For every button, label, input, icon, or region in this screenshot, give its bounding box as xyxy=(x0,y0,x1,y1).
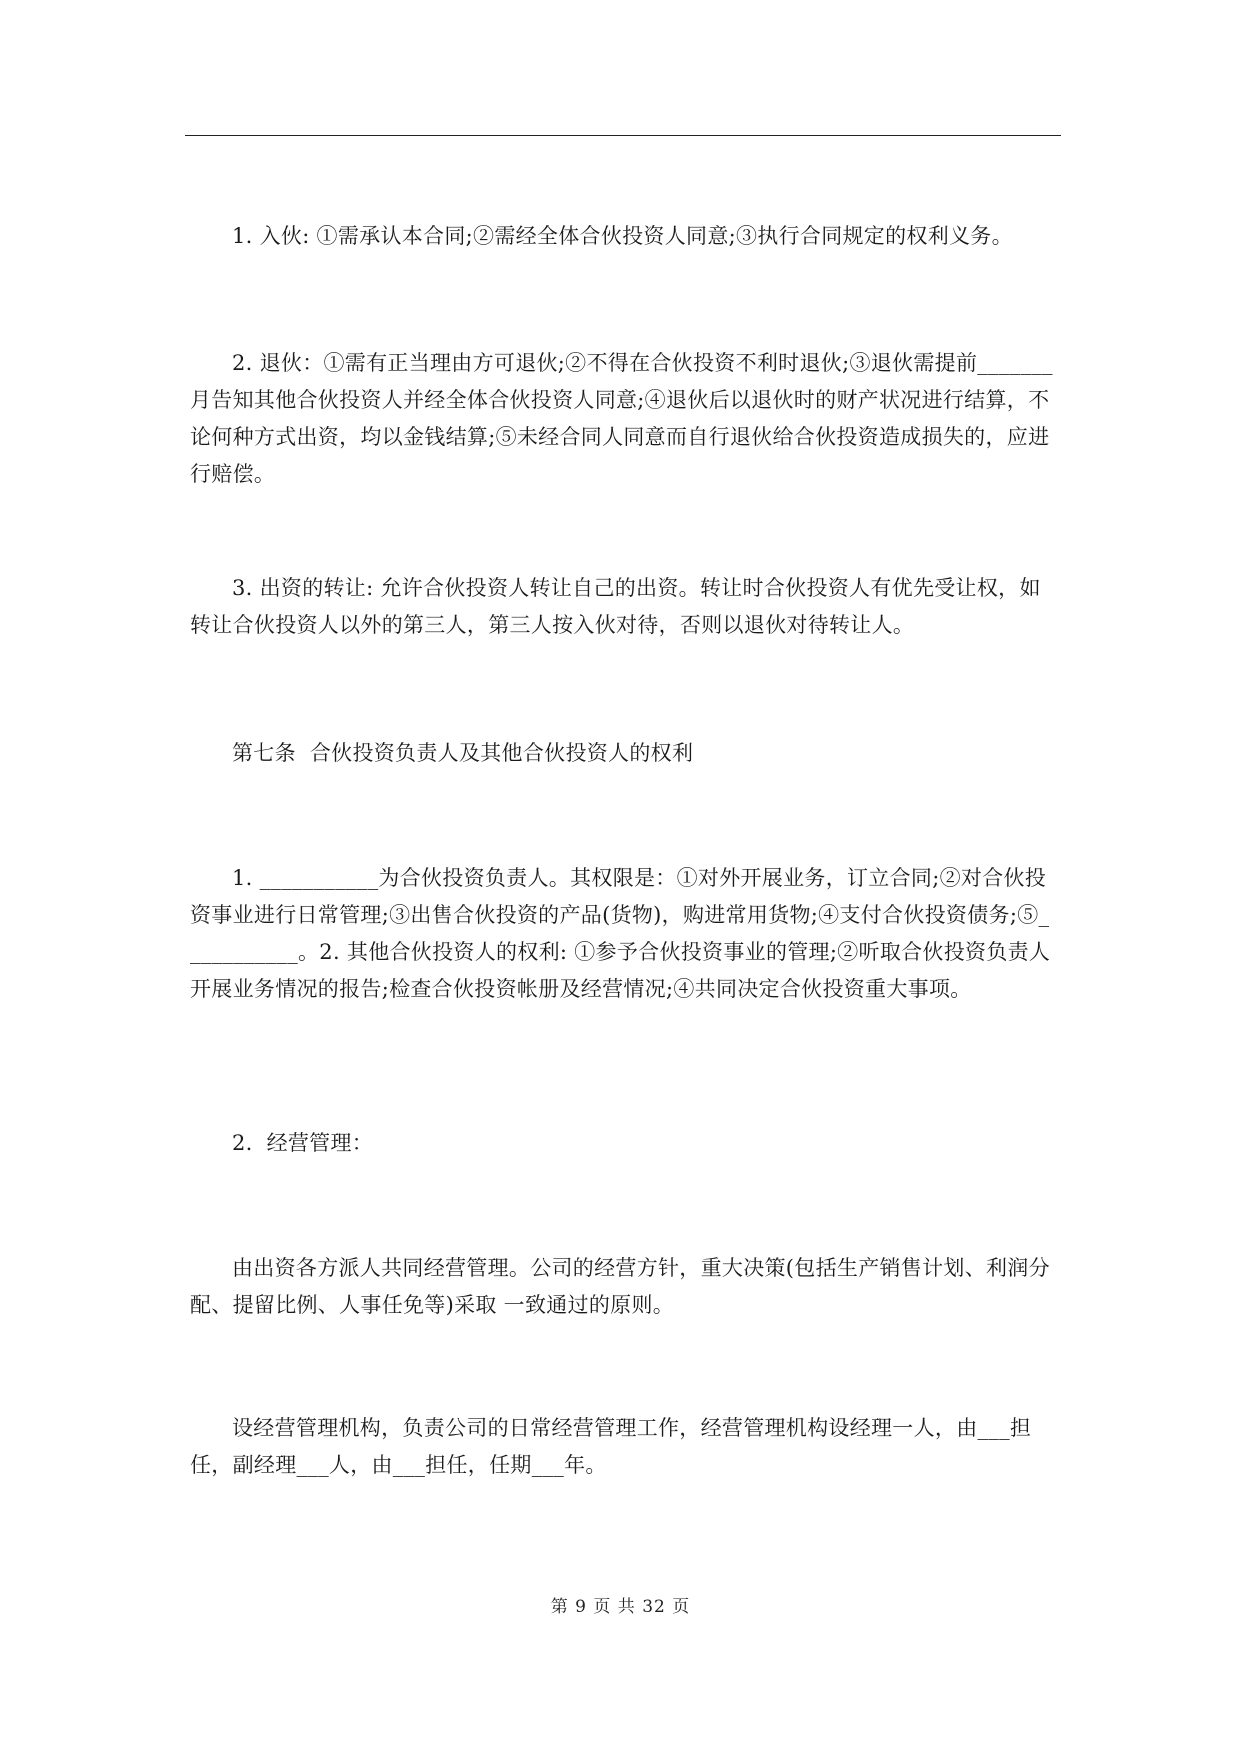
clause-manager-rights: 1. ___________为合伙投资负责人。其权限是：①对外开展业务，订立合同;②对合伙投资事业进行日常管理;③出售合伙投资的产品(货物)，购进常用货物;④支付合伙投资债务;⑤___________。2. 其他合伙投资人的权利: ①参予合伙投资事业的管理;②听取合伙投资负责人开展业务情况的报告;检查合伙投资帐册及经营情况;④共同决定合伙投资重大事项。 xyxy=(190,866,1051,1001)
section-management-heading: 2. 经营管理： xyxy=(232,1131,374,1155)
header-rule xyxy=(185,135,1061,136)
page-footer: 第 9 页 共 32 页 xyxy=(550,1597,691,1617)
clause-admission: 1. 入伙: ①需承认本合同;②需经全体合伙投资人同意;③执行合同规定的权利义务。 xyxy=(232,224,1013,248)
clause-joint-management: 由出资各方派人共同经营管理。公司的经营方针，重大决策(包括生产销售计划、利润分配、提留比例、人事任免等)采取 一致通过的原则。 xyxy=(190,1256,1050,1317)
clause-transfer: 3. 出资的转让: 允许合伙投资人转让自己的出资。转让时合伙投资人有优先受让权，如转让合伙投资人以外的第三人，第三人按入伙对待，否则以退伙对待转让人。 xyxy=(190,576,1041,637)
article-seven-heading: 第七条 合伙投资负责人及其他合伙投资人的权利 xyxy=(232,741,694,765)
clause-withdrawal: 2. 退伙：①需有正当理由方可退伙;②不得在合伙投资不利时退伙;③退伙需提前_______月告知其他合伙投资人并经全体合伙投资人同意;④退伙后以退伙时的财产状况进行结算，不论何种方式出资，均以金钱结算;⑤未经合同人同意而自行退伙给合伙投资造成损失的，应进行赔偿。 xyxy=(190,351,1053,486)
clause-management-body: 设经营管理机构，负责公司的日常经营管理工作，经营管理机构设经理一人，由___担任，副经理___人，由___担任，任期___年。 xyxy=(190,1416,1032,1477)
